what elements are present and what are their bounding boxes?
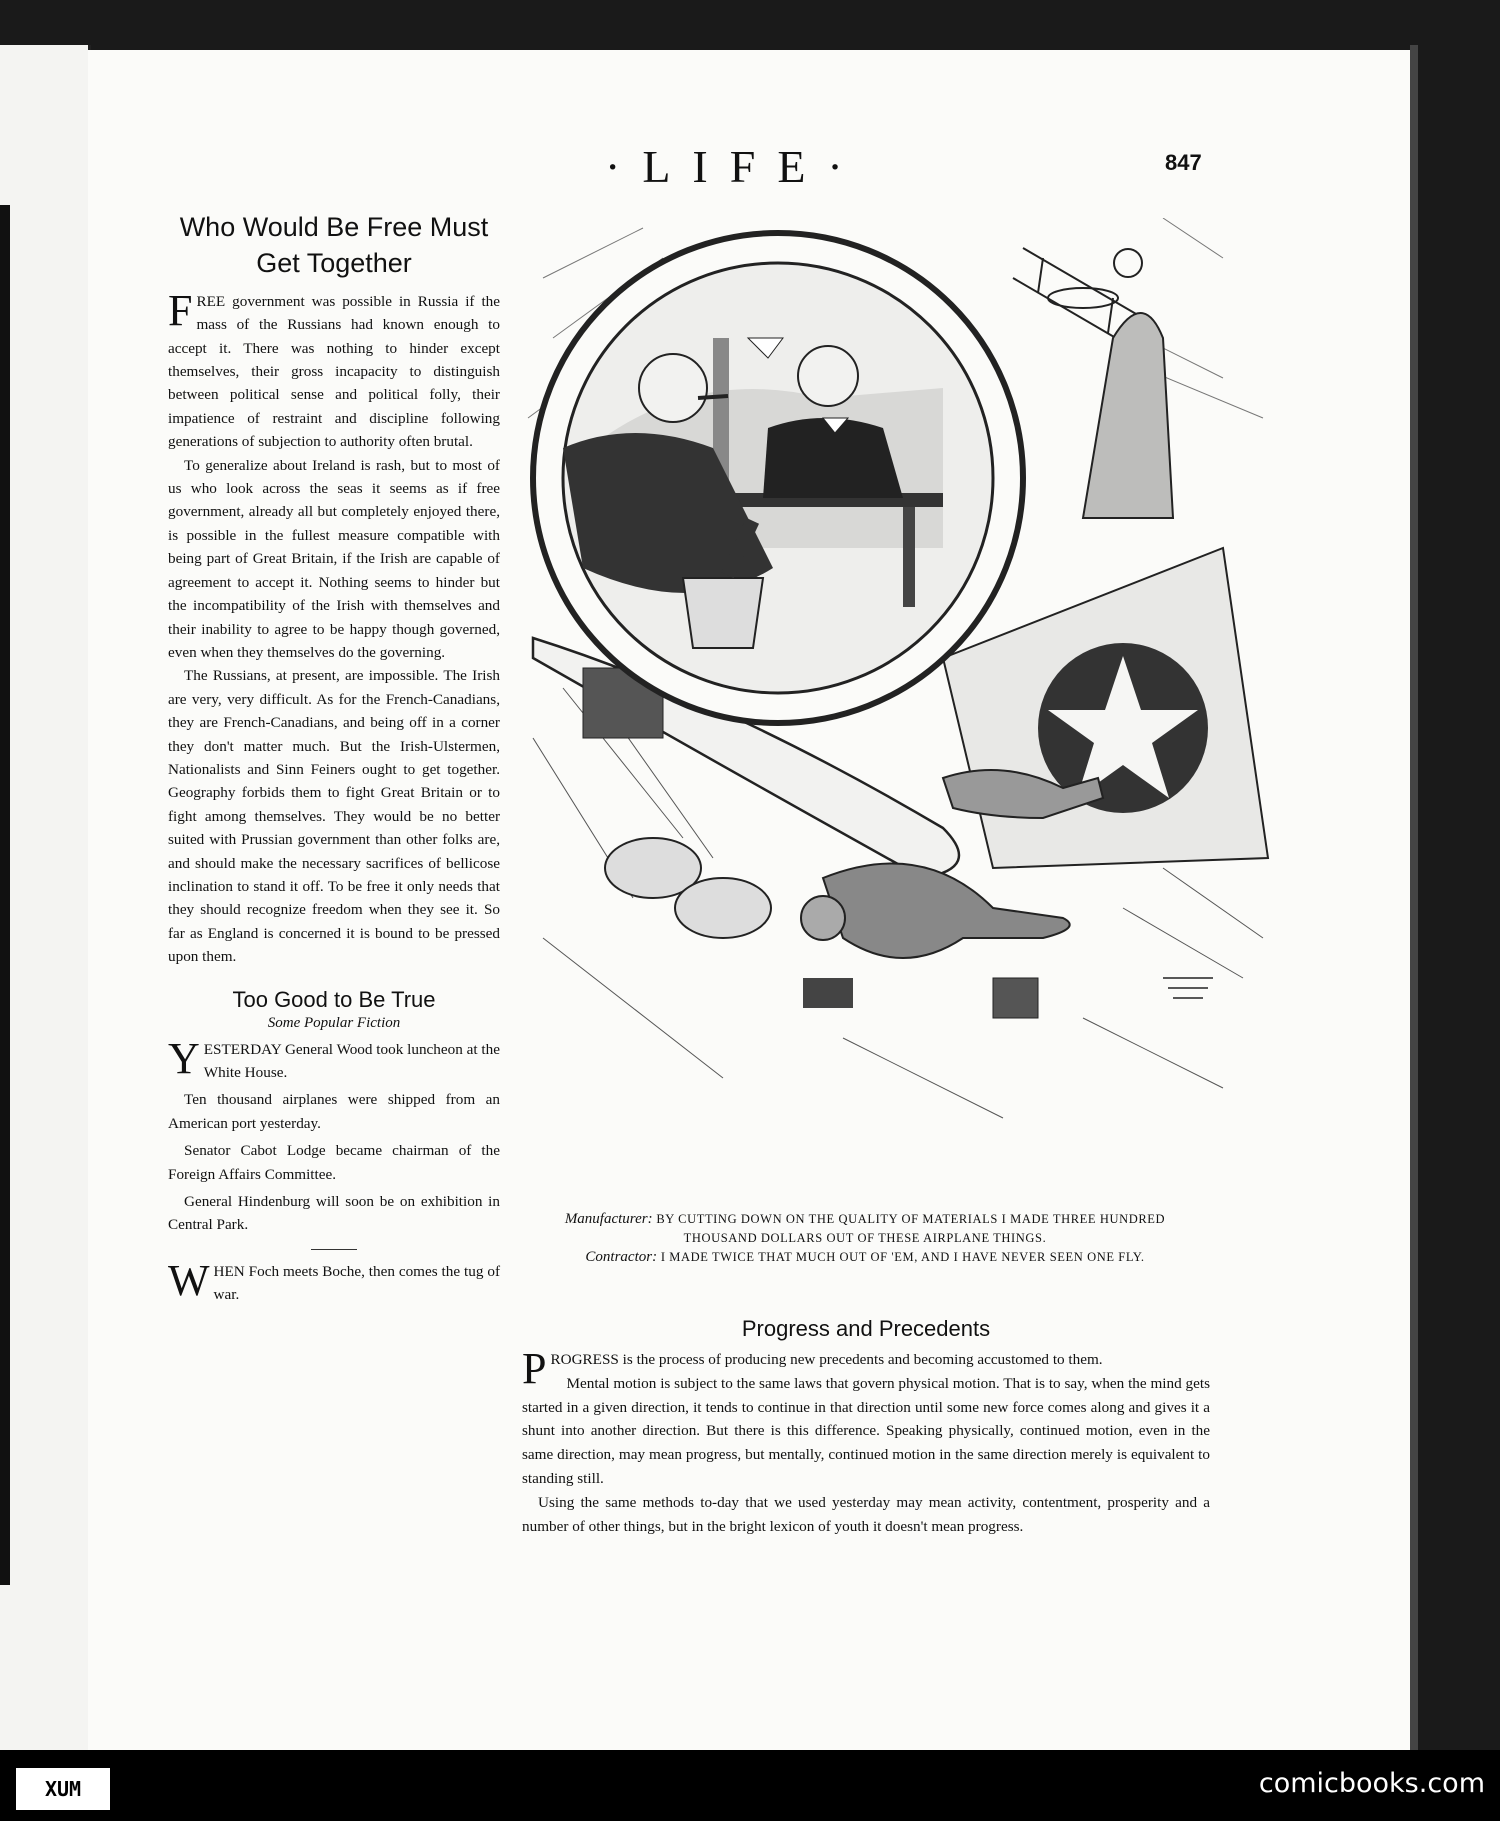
page-rim xyxy=(1410,45,1418,1770)
man-right-head xyxy=(798,346,858,406)
fiction-item: Senator Cabot Lodge became chairman of the Foreign Affairs Committee. xyxy=(168,1142,500,1183)
masthead: ·LIFE· xyxy=(605,141,865,192)
speaker-label: Manufacturer: xyxy=(564,1211,653,1227)
article-title-too-good: Too Good to Be True xyxy=(232,986,436,1012)
scan-border-top xyxy=(0,0,1500,50)
article-subtitle: Some Popular Fiction xyxy=(267,1014,401,1031)
debris-crate xyxy=(803,978,853,1008)
article-title-free: Who Would Be Free Must Get Together xyxy=(179,212,489,278)
page-number: 847 xyxy=(1165,150,1202,175)
article-paragraph: The Russians, at present, are impossible. The Irish are very, very difficult. As for the French-Canadians, they are French-Canadians, and being off in a corner they don't matter much. But the Irish-Ulstermen, Nationalists and Sinn Feiners ought to get together. Geography forbids them to fight Great Britain or to fight among themselves. They would be no better suited with Prussian government than other folks are, and should make the necessary sacrifices of bellicose inclination to stand it off. To be free it only needs that they should recognize freedom when they see it. So far as England is concerned it is bound to be pressed upon them. xyxy=(168,667,500,966)
drop-cap: W xyxy=(168,1255,210,1305)
article-paragraph: Using the same methods to-day that we used yesterday may mean activity, contentment, prosperity and a number of other things, but in the bright lexicon of youth it doesn't mean progress. xyxy=(522,1493,1210,1535)
speaker-text: BY CUTTING DOWN ON THE QUALITY OF MATERIALS I MADE THREE HUNDRED THOUSAND DOLLARS OUT OF THESE AIRPLANE THINGS. xyxy=(656,1212,1166,1245)
joke-paragraph: WHEN Foch meets Boche, then comes the tug of war. xyxy=(168,1255,500,1305)
article-progress xyxy=(522,1316,1210,1538)
facing-page-edge xyxy=(0,45,91,1765)
debris-can xyxy=(993,978,1038,1018)
article-paragraph: FREE government was possible in Russia if the mass of the Russians had known enough to accept it. There was nothing to hinder except themselves, their gross incapacity to distinguish between political sense and political folly, their impatience of restraint and discipline following generations of subjection to authority often brutal. xyxy=(168,285,500,451)
caption-line-contractor xyxy=(545,1248,1185,1267)
article-paragraph: Mental motion is subject to the same laws that govern physical motion. That is to say, when the mind gets started in a given direction, it tends to continue in that direction until some new force comes along and gives it a shunt into another direction. But there is this difference. Speaking physically, continued motion, even in the same direction, may mean progress, but mentally, continued motion in the same direction merely is equivalent to standing still. xyxy=(522,1374,1210,1487)
watermark-text: comicbooks.com xyxy=(1258,1768,1485,1799)
article-paragraph: YESTERDAY General Wood took luncheon at the White House. xyxy=(168,1033,500,1083)
divider-rule xyxy=(311,1249,357,1250)
cartoon-caption xyxy=(545,1210,1185,1267)
article-paragraph: To generalize about Ireland is rash, but to most of us who look across the seas it seems as if free government, already all but completely enjoyed there, is possible in the fullest measure compatible with being part of Great Britain, if the Irish are capable of agreement to accept it. Nothing seems to hinder but the incompatibility of the Irish with themselves and their inability to agree to be happy though governed, even when they themselves do the governing. xyxy=(168,456,500,661)
speaker-label: Contractor: xyxy=(585,1249,658,1265)
article-title-progress: Progress and Precedents xyxy=(741,1316,991,1341)
fiction-item: Ten thousand airplanes were shipped from an American port yesterday. xyxy=(168,1091,500,1132)
article-body-free xyxy=(168,285,500,969)
scan-border-right xyxy=(1410,45,1500,1770)
speaker-text: I MADE TWICE THAT MUCH OUT OF 'EM, AND I HAVE NEVER SEEN ONE FLY. xyxy=(660,1250,1145,1264)
fiction-item: General Hindenburg will soon be on exhibition in Central Park. xyxy=(168,1193,500,1234)
cartoon-illustration xyxy=(523,218,1281,1133)
article-paragraph: PROGRESS is the process of producing new precedents and becoming accustomed to them. xyxy=(522,1344,1103,1393)
drop-cap: F xyxy=(168,285,193,335)
binding-shadow xyxy=(0,205,10,1585)
caption-line-manufacturer xyxy=(545,1210,1185,1248)
wheel-shape xyxy=(675,878,771,938)
left-column xyxy=(168,210,500,1307)
article-too-good xyxy=(168,987,500,1237)
scan-stamp: XUM xyxy=(14,1766,112,1812)
ice-bucket xyxy=(683,578,763,648)
man-left-head xyxy=(639,354,707,422)
aviator-helmet xyxy=(801,896,845,940)
drop-cap: Y xyxy=(168,1033,200,1083)
drop-cap: P xyxy=(522,1344,547,1393)
